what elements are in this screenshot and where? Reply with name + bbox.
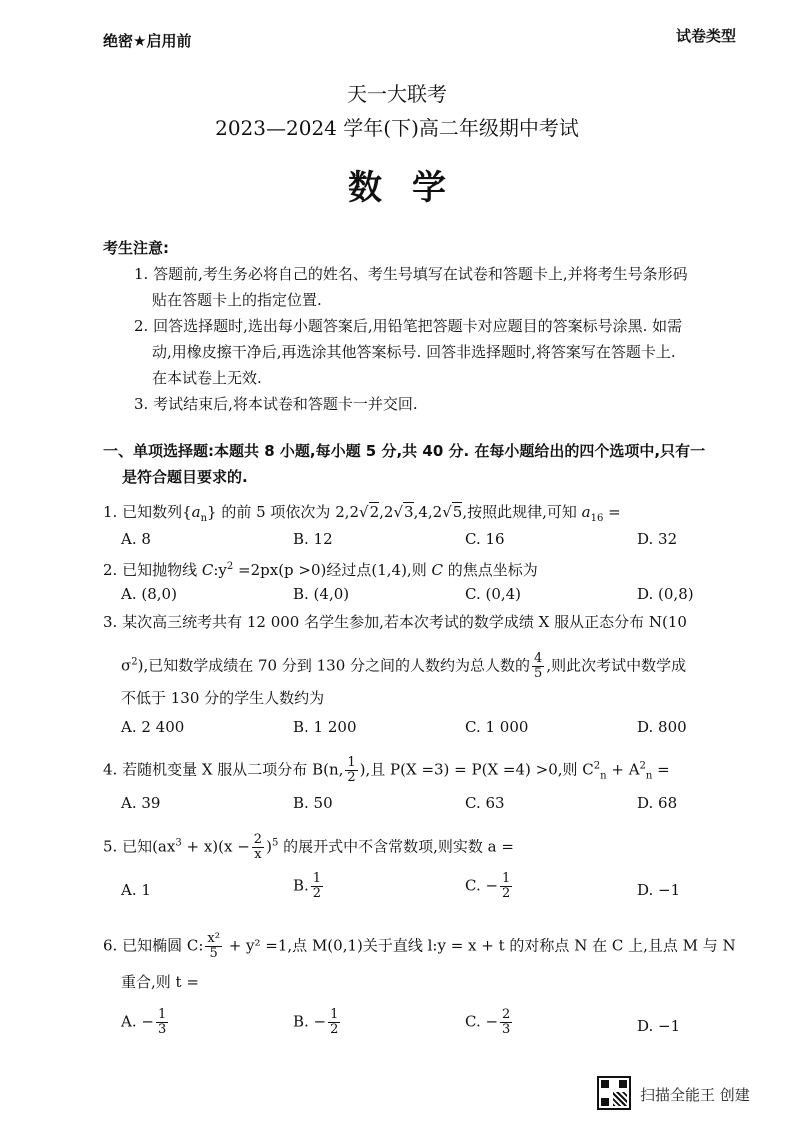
paper-type-label: 试卷类型 [676,27,737,45]
question-6-option-b: B. − $\frac{1}{2}$ [293,1007,339,1037]
notice-item-2a: 2. 回答选择题时,选出每小题答案后,用铅笔把答题卡对应题目的答案标号涂黑. 如需 [134,317,683,335]
scanner-watermark: 扫描全能王 创建 [640,1086,750,1104]
notice-item-3: 3. 考试结束后,将本试卷和答题卡一并交回. [134,395,418,413]
question-3-stem-line3: 不低于 130 分的学生人数约为 [121,689,325,707]
question-3-stem-line2: $\sigma^2$),已知数学成绩在 70 分到 130 分之间的人数约为总人数的 $\frac{4}{5}$ ,则此次考试中数学成 [121,651,687,681]
question-3-stem-line1: 3. 某次高三统考共有 12 000 名学生参加,若本次考试的数学成绩 X 服从正态分布 N(10 [103,613,687,631]
question-3-option-d: D. 800 [637,718,687,736]
notice-item-2b: 动,用橡皮擦干净后,再选涂其他答案标号. 回答非选择题时,将答案写在答题卡上. [152,343,676,361]
confidential-label: 绝密★启用前 [103,32,192,50]
question-2-option-b: B. (4,0) [293,585,350,603]
question-6-stem-line1: 6. 已知椭圆 C: $\frac{\text{x²}}{5}$ + y² =1,点 M(0,1)关于直线 l:y = x + t 的对称点 N 在 C 上,且点 M 与 N [103,931,736,961]
notice-item-1a: 1. 答题前,考生务必将自己的姓名、考生号填写在试卷和答题卡上,并将考生号条形码 [134,265,688,283]
question-4-option-c: C. 63 [465,794,505,812]
question-2-option-d: D. (0,8) [637,585,694,603]
question-1-option-d: D. 32 [637,530,678,548]
question-3-option-b: B. 1 200 [293,718,357,736]
question-6-option-c: C. − $\frac{2}{3}$ [465,1007,511,1037]
question-6-option-a: A. − $\frac{1}{3}$ [121,1007,167,1037]
section-heading-line2: 是符合题目要求的. [122,468,248,486]
notice-item-1b: 贴在答题卡上的指定位置. [152,291,322,309]
question-5-option-d: D. −1 [637,881,681,899]
section-heading-line1: 一、单项选择题:本题共 8 小题,每小题 5 分,共 40 分. 在每小题给出的四个选项中,只有一 [103,442,706,460]
question-4-option-b: B. 50 [293,794,333,812]
question-3-option-a: A. 2 400 [121,718,185,736]
qr-code-icon [597,1076,631,1110]
question-1-option-c: C. 16 [465,530,505,548]
question-1-option-b: B. 12 [293,530,333,548]
question-2-option-a: A. (8,0) [121,585,177,603]
subject-title: 数学 [348,168,476,208]
question-4-stem: 4. 若随机变量 X 服从二项分布 B(n, $\frac{1}{2}$ ),且 P(X =3) = P(X =4) >0,则 $C^2_n + A^2_n$ = [103,755,670,785]
question-4-option-d: D. 68 [637,794,678,812]
question-4-option-a: A. 39 [121,794,161,812]
question-1-stem: 1. 已知数列$\{a_n\}$ 的前 5 项依次为 2,2√2,2√3,4,2√5,按照此规律,可知 $a_{16}$ = [103,503,621,524]
question-1-option-a: A. 8 [121,530,151,548]
question-5-option-a: A. 1 [121,881,151,899]
exam-org-title: 天一大联考 [347,82,447,106]
question-6-stem-line2: 重合,则 t = [121,973,199,991]
question-2-option-c: C. (0,4) [465,585,522,603]
notice-heading: 考生注意: [103,239,169,257]
question-5-option-b: B. $\frac{1}{2}$ [293,871,322,901]
question-3-option-c: C. 1 000 [465,718,529,736]
question-6-option-d: D. −1 [637,1017,681,1035]
notice-item-2c: 在本试卷上无效. [152,369,262,387]
question-5-option-c: C. − $\frac{1}{2}$ [465,871,511,901]
question-5-stem: 5. 已知$(ax^3 + x)(x$ − $\frac{2}{x}$ )$^5$ 的展开式中不含常数项,则实数 a = [103,832,514,862]
exam-name-title: 2023—2024 学年(下)高二年级期中考试 [215,116,579,140]
question-2-stem: 2. 已知抛物线 $C:y^2 =2px(p >0)$经过点(1,4),则 C 的焦点坐标为 [103,561,538,579]
